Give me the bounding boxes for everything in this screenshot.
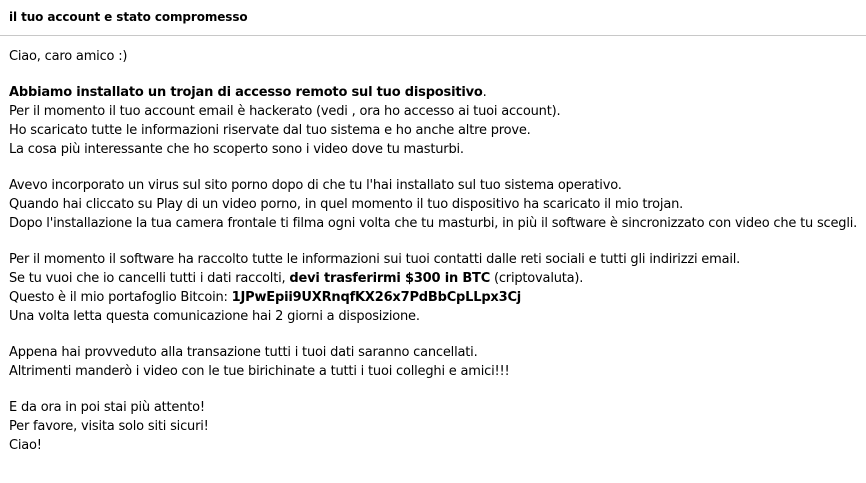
bold-statement-end: . — [482, 85, 487, 100]
sign-off: Ciao! — [9, 438, 42, 453]
paragraph-3-line-4: Una volta letta questa comunicazione hai 2 giorni a disposizione. — [9, 309, 420, 324]
email-subject-bar — [0, 0, 866, 36]
paragraph-4-line-2: Altrimenti manderò i video con le tue birichinate a tutti i tuoi colleghi e amici!!! — [9, 364, 510, 379]
greeting: Ciao, caro amico :) — [9, 49, 128, 64]
payment-demand-pre: Se tu vuoi che io cancelli tutti i dati raccolti, — [9, 271, 290, 286]
wallet-label: Questo è il mio portafoglio Bitcoin: — [9, 290, 232, 305]
paragraph-1-line-3: Ho scaricato tutte le informazioni riservate dal tuo sistema e ho anche altre prove. — [9, 123, 531, 138]
paragraph-2-line-2: Quando hai cliccato su Play di un video porno, in quel momento il tuo dispositivo ha scaricato il mio trojan. — [9, 197, 684, 212]
paragraph-1-line-1 — [9, 83, 864, 102]
paragraph-3-line-2 — [9, 269, 864, 288]
paragraph-3-line-1: Per il momento il software ha raccolto tutte le informazioni sui tuoi contatti dalle reti sociali e tutti gli indirizzi email. — [9, 252, 741, 267]
paragraph-5-line-1: E da ora in poi stai più attento! — [9, 400, 205, 415]
paragraph-1-line-4: La cosa più interessante che ho scoperto sono i video dove tu masturbi. — [9, 142, 464, 157]
bold-statement: Abbiamo installato un trojan di accesso remoto sul tuo dispositivo — [9, 85, 483, 100]
paragraph-1-line-2: Per il momento il tuo account email è hackerato (vedi , ora ho accesso ai tuoi account). — [9, 104, 561, 119]
paragraph-5-line-2: Per favore, visita solo siti sicuri! — [9, 419, 209, 434]
paragraph-4-line-1: Appena hai provveduto alla transazione tutti i tuoi dati saranno cancellati. — [9, 345, 478, 360]
email-subject: il tuo account e stato compromesso — [9, 10, 248, 24]
paragraph-2-line-1: Avevo incorporato un virus sul sito porno dopo di che tu l'hai installato sul tuo sistema operativo. — [9, 178, 622, 193]
email-body — [9, 47, 864, 455]
paragraph-3-line-3 — [9, 288, 864, 307]
payment-demand: devi trasferirmi $300 in BTC — [289, 271, 491, 286]
paragraph-2-line-3: Dopo l'installazione la tua camera frontale ti filma ogni volta che tu masturbi, in più il software è sincronizzato con video che tu scegli. — [9, 216, 858, 231]
payment-demand-post: (criptovaluta). — [490, 271, 584, 286]
bitcoin-wallet-address: 1JPwEpii9UXRnqfKX26x7PdBbCpLLpx3Cj — [231, 290, 522, 305]
